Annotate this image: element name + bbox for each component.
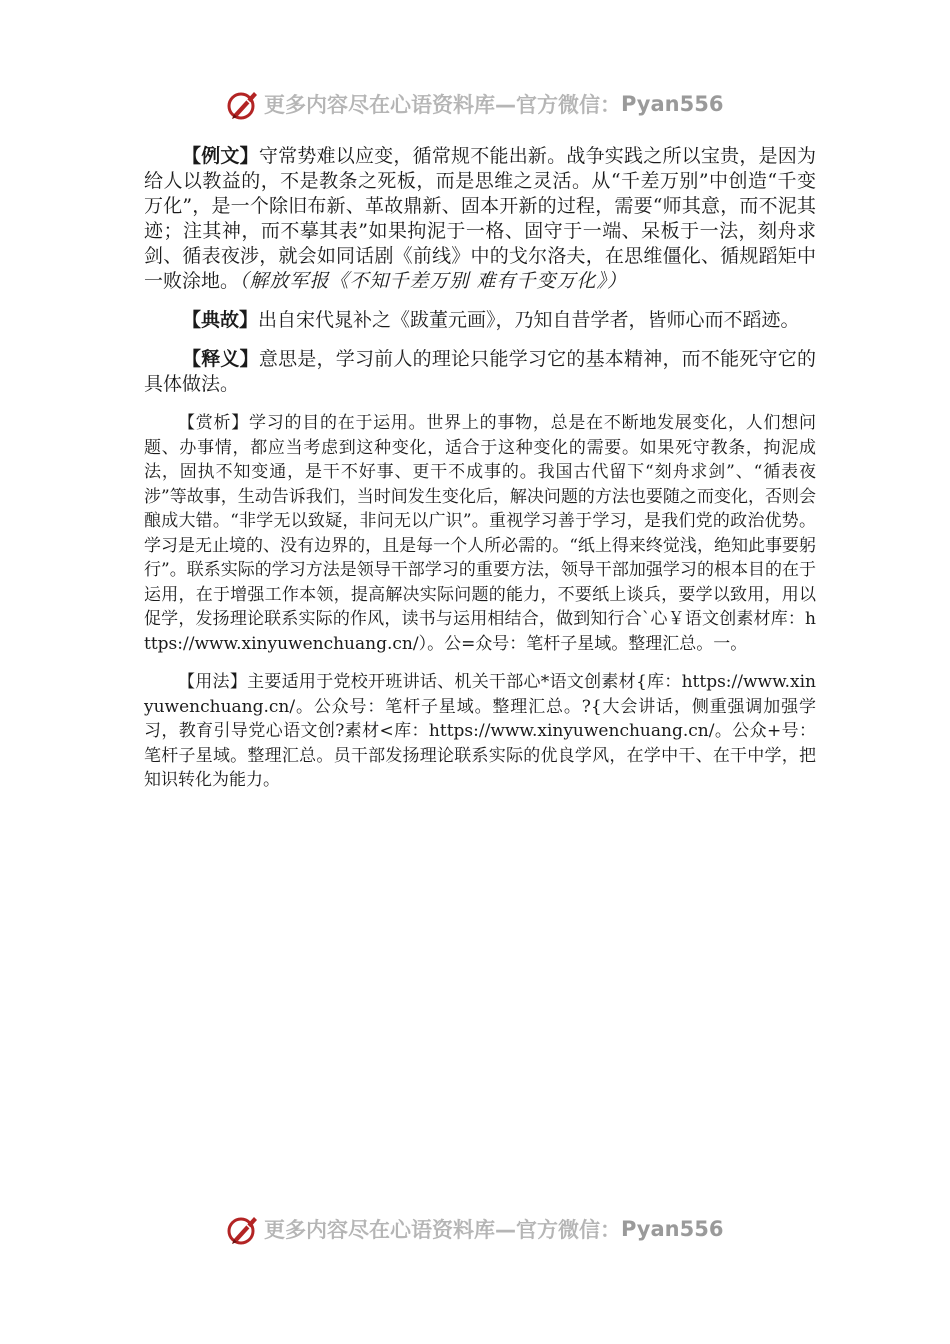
pen-logo-icon <box>226 1212 260 1246</box>
usage-tag: 【用法】 <box>178 672 248 692</box>
origin-paragraph <box>144 308 816 333</box>
usage-paragraph <box>144 670 816 793</box>
origin-tag: 【典故】 <box>182 309 259 331</box>
meaning-paragraph <box>144 347 816 397</box>
footer-wechat-id: Pyan556 <box>621 1217 724 1241</box>
usage-text: 主要适用于党校开班讲话、机关干部心*语文创素材{库：https://www.xinyuwenchuang.cn/。公众号：笔杆子星域。整理汇总。?{大会讲话，侧重强调加强学习，教育引导党心语文创?素材<库：https://www.xinyuwenchuang.cn/。公众+号：笔杆子星域。整理汇总。员干部发扬理论联系实际的优良学风，在学中干、在干中学，把知识转化为能力。 <box>144 672 817 790</box>
example-text: 守常势难以应变，循常规不能出新。战争实践之所以宝贵，是因为给人以教益的，不是教条之死板，而是思维之灵活。从“千差万别”中创造“千变万化”，是一个除旧布新、革故鼎新、固本开新的过程，需要“师其意，而不泥其迹；注其神，而不摹其表”如果拘泥于一格、固守于一端、呆板于一法，刻舟求剑、循表夜涉，就会如同话剧《前线》中的戈尔洛夫，在思维僵化、循规蹈矩中一败涂地。 <box>144 145 816 292</box>
example-source: （解放军报《不知千差万别 难有千变万化》） <box>239 270 628 292</box>
meaning-tag: 【释义】 <box>182 348 259 370</box>
footer-banner <box>226 1209 746 1249</box>
appreciation-text: 学习的目的在于运用。世界上的事物，总是在不断地发展变化，人们想问题、办事情，都应当考虑到这种变化，适合于这种变化的需要。如果死守教条，拘泥成法，固执不知变通，是干不好事、更干不成事的。我国古代留下“刻舟求剑”、“循表夜涉”等故事，生动告诉我们，当时间发生变化后，解决问题的方法也要随之而变化，否则会酿成大错。“非学无以致疑，非问无以广识”。重视学习善于学习，是我们党的政治优势。学习是无止境的、没有边界的，且是每一个人所必需的。“纸上得来终觉浅，绝知此事要躬行”。联系实际的学习方法是领导干部学习的重要方法，领导干部加强学习的根本目的在于运用，在于增强工作本领，提高解决实际问题的能力，不要纸上谈兵，要学以致用，用以促学，发扬理论联系实际的作风，读书与运用相结合，做到知行合`心￥语文创素材库：https://www.xinyuwenchuang.cn/）。公=众号：笔杆子星域。整理汇总。一。 <box>144 413 817 654</box>
example-tag: 【例文】 <box>182 145 259 167</box>
footer-text: 更多内容尽在心语资料库—官方微信： <box>264 1218 621 1242</box>
header-wechat-id: Pyan556 <box>621 92 724 116</box>
header-text: 更多内容尽在心语资料库—官方微信： <box>264 93 621 117</box>
pen-logo-icon <box>226 87 260 121</box>
header-banner <box>226 84 746 124</box>
document-body <box>144 144 816 807</box>
appreciation-tag: 【赏析】 <box>178 413 249 433</box>
appreciation-paragraph <box>144 411 816 656</box>
origin-text: 出自宋代晁补之《跋董元画》，乃知自昔学者，皆师心而不蹈迹。 <box>258 309 800 331</box>
example-paragraph <box>144 144 816 294</box>
meaning-text: 意思是，学习前人的理论只能学习它的基本精神，而不能死守它的具体做法。 <box>144 348 816 395</box>
